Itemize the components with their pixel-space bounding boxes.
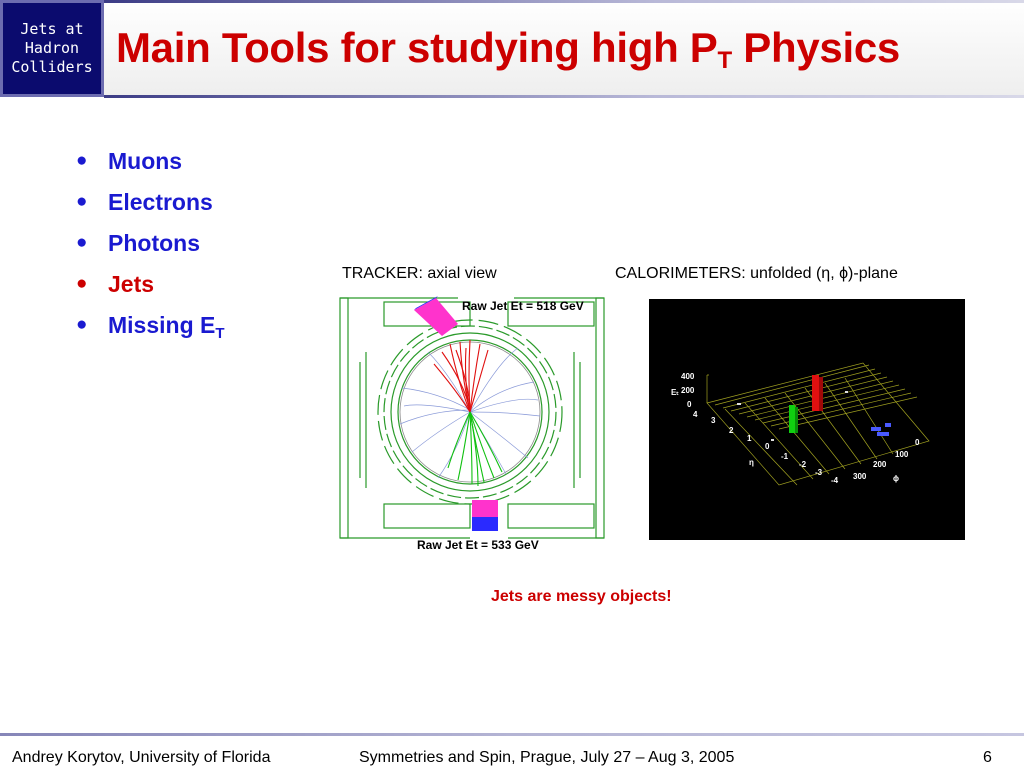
bullet-dot-icon: ● bbox=[76, 273, 88, 294]
summary-note: Jets are messy objects! bbox=[491, 588, 672, 605]
phi-axis-label: ϕ bbox=[893, 474, 899, 483]
title-tail: Physics bbox=[731, 24, 900, 71]
title-main: Main Tools for studying high P bbox=[116, 24, 718, 71]
badge-line: Jets at bbox=[20, 20, 84, 38]
footer-conference: Symmetries and Spin, Prague, July 27 – Aug 3, 2005 bbox=[359, 749, 735, 766]
jet2-tracks bbox=[448, 412, 502, 486]
svg-text:300: 300 bbox=[853, 472, 867, 481]
jet1-tower bbox=[812, 375, 819, 411]
tracker-event-display bbox=[338, 292, 636, 540]
svg-text:100: 100 bbox=[895, 450, 909, 459]
tracker-caption: TRACKER: axial view bbox=[342, 265, 497, 282]
topic-badge bbox=[0, 0, 104, 97]
calorimeter-caption: CALORIMETERS: unfolded (η, ϕ)-plane bbox=[615, 265, 898, 282]
bullet-dot-icon: ● bbox=[76, 191, 88, 212]
jet2-tower bbox=[789, 405, 795, 433]
bullet-label: Photons bbox=[108, 230, 200, 256]
svg-text:3: 3 bbox=[711, 416, 716, 425]
bullet-label: Muons bbox=[108, 148, 183, 174]
svg-text:1: 1 bbox=[747, 434, 752, 443]
eta-axis-label: η bbox=[749, 458, 754, 467]
svg-text:-4: -4 bbox=[831, 476, 839, 485]
badge-line: Colliders bbox=[11, 58, 93, 76]
bullet-item bbox=[76, 310, 225, 351]
bullet-item bbox=[76, 228, 225, 269]
svg-text:4: 4 bbox=[693, 410, 698, 419]
svg-text:0: 0 bbox=[687, 400, 692, 409]
bullet-dot-icon: ● bbox=[76, 150, 88, 171]
svg-text:0: 0 bbox=[915, 438, 920, 447]
bullet-label: Electrons bbox=[108, 189, 213, 215]
jet2-calorimeter-tower bbox=[472, 500, 498, 518]
svg-text:400: 400 bbox=[681, 372, 695, 381]
badge-line: Hadron bbox=[24, 39, 80, 57]
svg-text:-3: -3 bbox=[815, 468, 823, 477]
calorimeter-lego-plot bbox=[649, 299, 965, 540]
jet1-calorimeter-tower bbox=[414, 298, 458, 336]
bullet-item bbox=[76, 269, 225, 310]
badge-text bbox=[11, 20, 92, 77]
bullet-label: Missing $E_T$ bbox=[108, 312, 225, 342]
title-top-rule bbox=[104, 0, 1024, 3]
slide-title bbox=[116, 24, 900, 75]
met-towers bbox=[871, 423, 891, 436]
jet1-tracks bbox=[434, 340, 488, 412]
svg-text:-2: -2 bbox=[799, 460, 807, 469]
svg-text:-1: -1 bbox=[781, 452, 789, 461]
top-jet-label: Raw Jet Et = 518 GeV bbox=[462, 299, 584, 313]
z-axis-label: Eₜ bbox=[671, 388, 679, 397]
bottom-jet-label: Raw Jet Et = 533 GeV bbox=[417, 538, 539, 552]
svg-text:200: 200 bbox=[681, 386, 695, 395]
bullet-dot-icon: ● bbox=[76, 314, 88, 335]
title-bottom-rule bbox=[104, 95, 1024, 98]
svg-text:2: 2 bbox=[729, 426, 734, 435]
bullet-list bbox=[76, 146, 225, 351]
footer-author: Andrey Korytov, University of Florida bbox=[12, 749, 271, 766]
svg-text:0: 0 bbox=[765, 442, 770, 451]
bullet-item bbox=[76, 146, 225, 187]
bullet-item bbox=[76, 187, 225, 228]
footer-rule bbox=[0, 733, 1024, 736]
svg-text:200: 200 bbox=[873, 460, 887, 469]
bullet-label: Jets bbox=[108, 271, 155, 297]
footer-page-number: 6 bbox=[983, 749, 992, 766]
bullet-dot-icon: ● bbox=[76, 232, 88, 253]
title-subscript: T bbox=[717, 47, 732, 74]
